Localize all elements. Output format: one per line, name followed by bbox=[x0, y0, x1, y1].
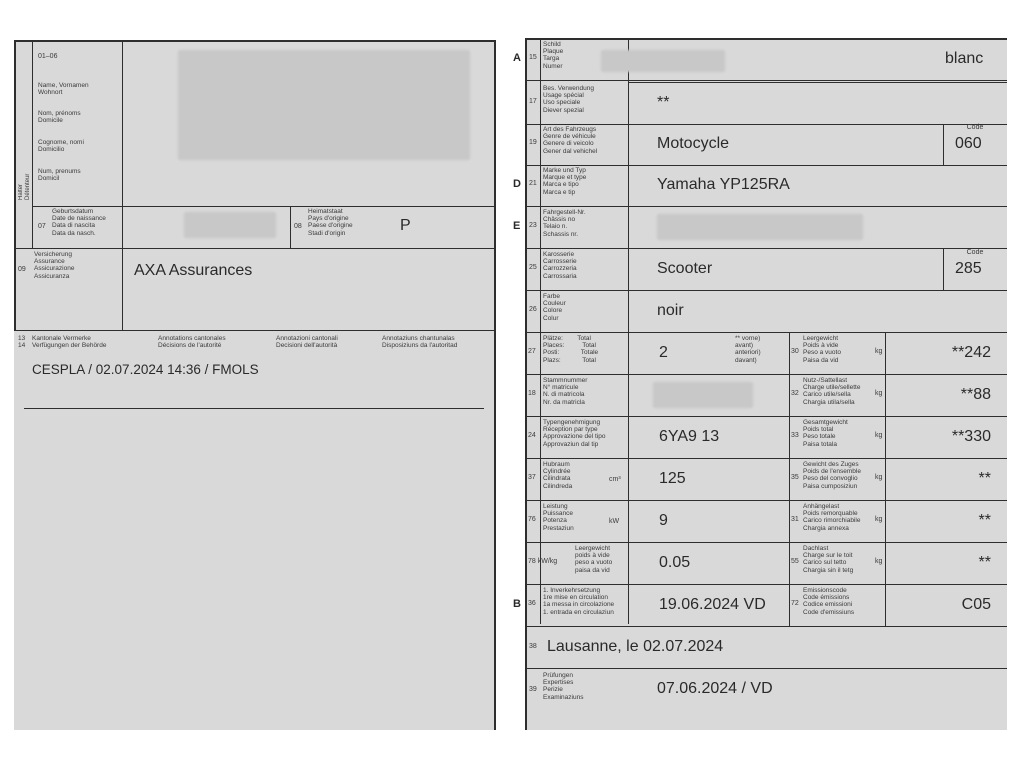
insurance-field-number: 09 bbox=[18, 266, 26, 273]
row-number-19: 19 bbox=[529, 139, 537, 146]
pair-right-value-35: ** bbox=[978, 470, 991, 487]
pair-right-number-35: 35 bbox=[791, 474, 799, 481]
pair-right-label-33: Gesamtgewicht Poids total Peso totale Paisa totala bbox=[803, 419, 848, 448]
row-label-21: Marke und Typ Marque et type Marca e tipo Marca e tip bbox=[543, 167, 587, 196]
remarks-heading-fr: Annotations cantonales Décisions de l'autorité bbox=[158, 335, 226, 350]
pair-right-unit-33: kg bbox=[875, 432, 883, 439]
pair-right-label-55: Dachlast Charge sur le toit Carico sul tetto Chargia sin il tetg bbox=[803, 545, 854, 574]
pair-right-value-30: **242 bbox=[951, 344, 991, 361]
pair-right-unit-32: kg bbox=[875, 390, 883, 397]
row-number-15: 15 bbox=[529, 54, 537, 61]
row-value-26: noir bbox=[657, 302, 684, 319]
origin-label: Heimatstaat Pays d'origine Paese d'origine Stadi d'origin bbox=[308, 208, 353, 237]
row-value-25: Scooter bbox=[657, 260, 713, 277]
inspection-label: Prüfungen Expertises Perizie Examinaziuns bbox=[543, 672, 584, 701]
pair-value-0: 2 bbox=[659, 344, 668, 361]
pair-right-unit-31: kg bbox=[875, 516, 883, 523]
pair-right-value-72: C05 bbox=[961, 596, 991, 613]
pair-right-value-33: **330 bbox=[951, 428, 991, 445]
place-value: Lausanne, le 02.07.2024 bbox=[547, 638, 724, 655]
pair-value-6: 19.06.2024 VD bbox=[659, 596, 766, 613]
pair-number-3: 37 bbox=[528, 474, 536, 481]
row-number-25: 25 bbox=[529, 264, 537, 271]
pair-right-value-55: ** bbox=[978, 554, 991, 571]
remarks-heading-rm: Annotaziuns chantunalas Disposiziuns da l'autoritad bbox=[382, 335, 458, 350]
pair-letter-36: B bbox=[513, 598, 521, 610]
pair-right-unit-35: kg bbox=[875, 474, 883, 481]
remarks-heading-it: Annotazioni cantonali Decisioni dell'autorità bbox=[276, 335, 338, 350]
pair-label-4: Leistung Puissance Potenza Prestaziun bbox=[543, 503, 574, 532]
pair-right-unit-55: kg bbox=[875, 558, 883, 565]
row-code-19: 060 bbox=[955, 135, 982, 152]
pair-right-label-31: Anhängelast Poids remorquable Carico rimorchiabile Chargia annexa bbox=[803, 503, 861, 532]
row-label-19: Art des Fahrzeugs Genre de véhicule Genere di veicolo Gener dal vehichel bbox=[543, 126, 598, 155]
pair-unit-left-4: kW bbox=[609, 518, 620, 525]
pair-right-label-30: Leergewicht Poids à vide Peso a vuoto Paisa da vid bbox=[803, 335, 841, 364]
pair-right-number-72: 72 bbox=[791, 600, 799, 607]
inspection-value: 07.06.2024 / VD bbox=[657, 680, 773, 697]
pair-right-value-32: **88 bbox=[960, 386, 991, 403]
row-letter-23: E bbox=[513, 220, 521, 232]
pair-right-label-35: Gewicht des Zuges Poids de l'ensemble Peso del convoglio Paisa cumposiziun bbox=[803, 461, 861, 490]
pair-number-1: 18 bbox=[528, 390, 536, 397]
pair-value-3: 125 bbox=[659, 470, 686, 487]
row-letter-21: D bbox=[513, 178, 521, 190]
origin-field-number: 08 bbox=[294, 223, 302, 230]
row-number-26: 26 bbox=[529, 306, 537, 313]
plate-number-redacted bbox=[601, 50, 725, 72]
registration-right-page bbox=[513, 38, 1007, 730]
insurance-label: Versicherung Assurance Assicurazione Assicuranza bbox=[34, 251, 75, 280]
pair-unit-left-3: cm³ bbox=[609, 476, 621, 483]
pair-right-number-30: 30 bbox=[791, 348, 799, 355]
pair-label-5: Leergewicht poids à vide peso a vuoto paisa da vid bbox=[575, 545, 613, 574]
holder-vertical-label: Halter Détenteur bbox=[18, 173, 31, 200]
row-label-17: Bes. Verwendung Usage spécial Uso speciale Diever spezial bbox=[543, 85, 594, 114]
pair-value-5: 0.05 bbox=[659, 554, 691, 571]
pair-right-number-55: 55 bbox=[791, 558, 799, 565]
row-value-17: ** bbox=[657, 94, 670, 111]
row-number-17: 17 bbox=[529, 98, 537, 105]
pair-extra-0: ** vorne) avant) anteriori) davant) bbox=[735, 335, 761, 364]
holder-label-fr: Nom, prénoms Domicile bbox=[38, 110, 81, 125]
matricule-redacted bbox=[653, 382, 753, 408]
pair-right-unit-30: kg bbox=[875, 348, 883, 355]
pair-value-4: 9 bbox=[659, 512, 668, 529]
chassis-number-redacted bbox=[657, 214, 863, 240]
holder-name-redacted bbox=[178, 50, 470, 160]
row-label-26: Farbe Couleur Colore Colur bbox=[543, 293, 566, 322]
birth-date-redacted bbox=[184, 212, 276, 238]
pair-number-5: 78 kW/kg bbox=[528, 558, 558, 565]
row-number-21: 21 bbox=[529, 180, 537, 187]
pair-value-2: 6YA9 13 bbox=[659, 428, 720, 445]
row-number-23: 23 bbox=[529, 222, 537, 229]
pair-right-number-31: 31 bbox=[791, 516, 799, 523]
pair-number-0: 27 bbox=[528, 348, 536, 355]
pair-label-2: Typengenehmigung Réception par type Approvazione del tipo Approvaziun dal tip bbox=[543, 419, 606, 448]
row-code-25: 285 bbox=[955, 260, 982, 277]
remarks-field-number-13: 13 bbox=[18, 335, 26, 342]
pair-right-value-31: ** bbox=[978, 512, 991, 529]
row-letter-15: A bbox=[513, 52, 521, 64]
pair-number-6: 36 bbox=[528, 600, 536, 607]
pair-number-2: 24 bbox=[528, 432, 536, 439]
birth-field-number: 07 bbox=[38, 223, 46, 230]
holder-field-number: 01–06 bbox=[38, 53, 58, 60]
remarks-field-number-14: 14 bbox=[18, 342, 26, 349]
holder-label-it: Cognome, nomi Domicilio bbox=[38, 139, 84, 154]
row-value-15: blanc bbox=[945, 50, 984, 67]
place-number: 38 bbox=[529, 643, 537, 650]
row-label-23: Fahrgestell-Nr. Châssis no Telaio n. Schassis nr. bbox=[543, 209, 586, 238]
row-label-15: Schild Plaque Targa Numer bbox=[543, 41, 564, 70]
pair-number-4: 76 bbox=[528, 516, 536, 523]
row-value-21: Yamaha YP125RA bbox=[657, 176, 790, 193]
pair-label-6: 1. Inverkehrsetzung 1re mise en circulation 1a messa in circolazione 1. entrada en circulaziun bbox=[543, 587, 615, 616]
origin-value: P bbox=[400, 217, 411, 234]
inspection-number: 39 bbox=[529, 686, 537, 693]
row-value-19: Motocycle bbox=[657, 135, 730, 152]
birth-label: Geburtsdatum Date de naissance Data di nascita Data da nasch. bbox=[52, 208, 106, 237]
pair-right-label-32: Nutz-/Sattellast Charge utile/sellette Carico utile/sella Chargia utila/sella bbox=[803, 377, 861, 406]
remarks-heading-de: Kantonale Vermerke Verfügungen der Behörde bbox=[32, 335, 107, 350]
pair-label-3: Hubraum Cylindrée Cilindrata Cilindreda bbox=[543, 461, 573, 490]
holder-label-de: Name, Vornamen Wohnort bbox=[38, 82, 89, 97]
row-label-25: Karosserie Carrosserie Carrozzeria Carrossaria bbox=[543, 251, 577, 280]
pair-label-0: Plätze: Total Places: Total Posti: Totale Plazs: Total bbox=[543, 335, 599, 364]
pair-right-number-33: 33 bbox=[791, 432, 799, 439]
registration-left-page bbox=[14, 40, 496, 730]
insurance-value: AXA Assurances bbox=[134, 262, 253, 279]
row-code-label-19: Code bbox=[966, 124, 984, 131]
holder-label-rm: Num, prenums Domicil bbox=[38, 168, 81, 183]
remarks-value: CESPLA / 02.07.2024 14:36 / FMOLS bbox=[32, 362, 259, 377]
pair-right-label-72: Emissionscode Code émissions Codice emissioni Code d'emissiuns bbox=[803, 587, 855, 616]
pair-right-number-32: 32 bbox=[791, 390, 799, 397]
pair-label-1: Stammnummer N° matricule N. di matricola Nr. da matricla bbox=[543, 377, 588, 406]
row-code-label-25: Code bbox=[966, 249, 984, 256]
